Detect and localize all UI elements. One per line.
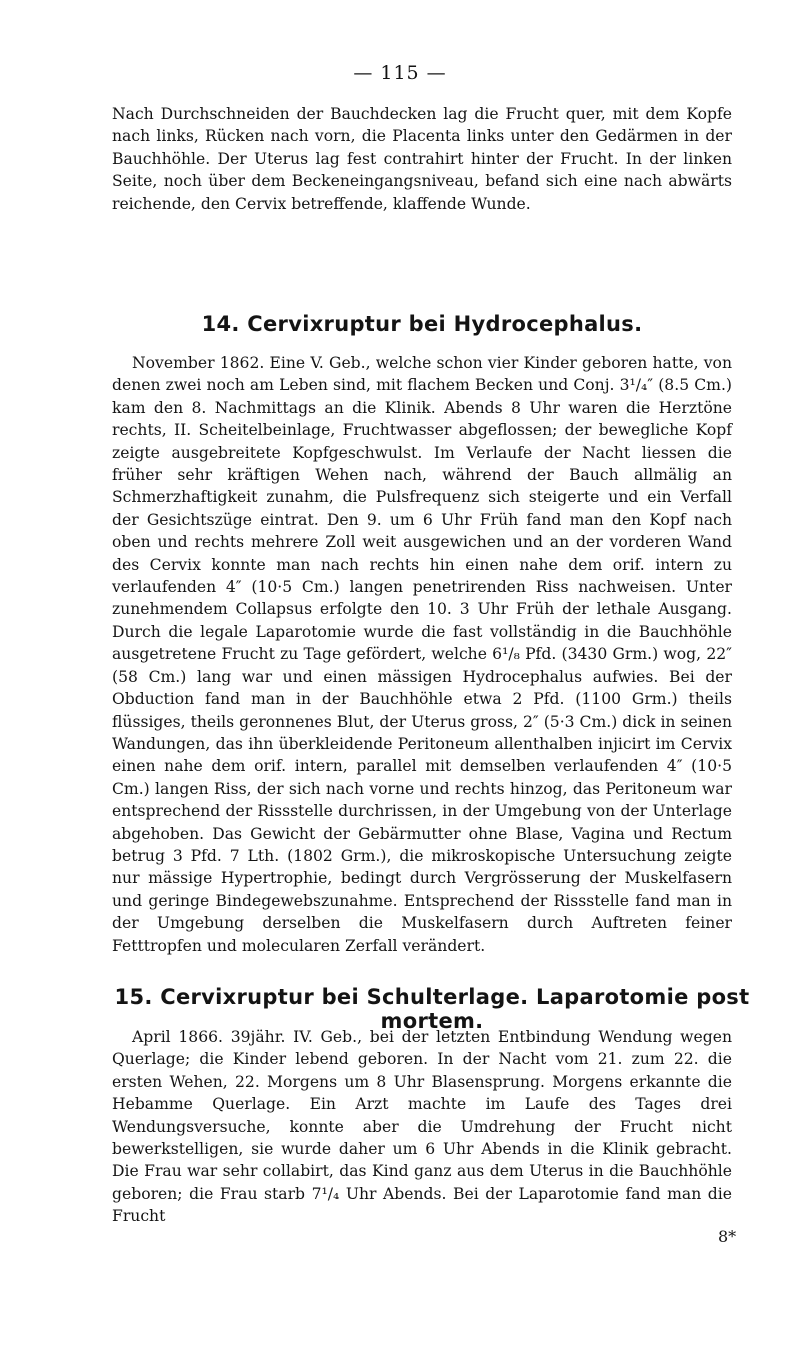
section-15-heading: 15. Cervixruptur bei Schulterlage. Laparotomie post mortem. <box>114 985 750 1033</box>
section-14-body <box>112 352 732 957</box>
signature-mark: 8* <box>718 1227 737 1246</box>
section-15-body <box>112 1026 732 1228</box>
section-15-paragraph: April 1866. 39jähr. IV. Geb., bei der letzten Entbindung Wendung wegen Querlage; die Kinder lebend geboren. In der Nacht vom 21. zum 22. die ersten Wehen, 22. Morgens um 8 Uhr Blasensprung. Morgens erkannte die Hebamme Querlage. Ein Arzt machte im Laufe des Tages drei Wendungsversuche, konnte aber die Umdrehung der Frucht nicht bewerkstelligen, sie wurde daher um 6 Uhr Abends in die Klinik gebracht. Die Frau war sehr collabirt, das Kind ganz aus dem Uterus in die Bauchhöhle geboren; die Frau starb 7¹/₄ Uhr Abends. Bei der Laparotomie fand man die Frucht <box>112 1028 732 1226</box>
page-number: — 115 — <box>353 62 447 84</box>
section-14-heading: 14. Cervixruptur bei Hydrocephalus. <box>201 312 643 336</box>
intro-paragraph-block <box>112 103 732 215</box>
section-14-paragraph: November 1862. Eine V. Geb., welche schon vier Kinder geboren hatte, von denen zwei noch am Leben sind, mit flachem Becken und Conj. 3¹/₄″ (8.5 Cm.) kam den 8. Nachmittags an die Klinik. Abends 8 Uhr waren die Herztöne rechts, II. Scheitelbeinlage, Fruchtwasser abgeflossen; der bewegliche Kopf zeigte ausgebreitete Kopfgeschwulst. Im Verlaufe der Nacht liessen die früher sehr kräftigen Wehen nach, während der Bauch allmälig an Schmerzhaftigkeit zunahm, die Pulsfrequenz sich steigerte und ein Verfall der Gesichtszüge eintrat. Den 9. um 6 Uhr Früh fand man den Kopf nach oben und rechts mehrere Zoll weit ausgewichen und an der vorderen Wand des Cervix konnte man nach rechts hin einen nahe dem orif. intern zu verlaufenden 4″ (10·5 Cm.) langen penetrirenden Riss nachweisen. Unter zunehmendem Collapsus erfolgte den 10. 3 Uhr Früh der lethale Ausgang. Durch die legale Laparotomie wurde die fast vollständig in die Bauchhöhle ausgetretene Frucht zu Tage gefördert, welche 6¹/₈ Pfd. (3430 Grm.) wog, 22″ (58 Cm.) lang war und einen mässigen Hydrocephalus aufwies. Bei der Obduction fand man in der Bauchhöhle etwa 2 Pfd. (1100 Grm.) theils flüssiges, theils geronnenes Blut, der Uterus gross, 2″ (5·3 Cm.) dick in seinen Wandungen, das ihn überkleidende Peritoneum allenthalben injicirt im Cervix einen nahe dem orif. intern, parallel mit demselben verlaufenden 4″ (10·5 Cm.) langen Riss, der sich nach vorne und rechts hinzog, das Peritoneum war entsprechend der Rissstelle durchrissen, in der Umgebung von der Unterlage abgehoben. Das Gewicht der Gebärmutter ohne Blase, Vagina und Rectum betrug 3 Pfd. 7 Lth. (1802 Grm.), die mikroskopische Untersuchung zeigte nur mässige Hypertrophie, bedingt durch Vergrösserung der Muskelfasern und geringe Bindegewebszunahme. Entsprechend der Rissstelle fand man in der Umgebung derselben die Muskelfasern durch Auftreten feiner Fetttropfen und molecularen Zerfall verändert. <box>112 354 732 955</box>
intro-paragraph: Nach Durchschneiden der Bauchdecken lag die Frucht quer, mit dem Kopfe nach links, Rücken nach vorn, die Placenta links unter den Gedärmen in der Bauchhöhle. Der Uterus lag fest contrahirt hinter der Frucht. In der linken Seite, noch über dem Beckeneingangsniveau, befand sich eine nach abwärts reichende, den Cervix betreffende, klaffende Wunde. <box>112 105 732 213</box>
